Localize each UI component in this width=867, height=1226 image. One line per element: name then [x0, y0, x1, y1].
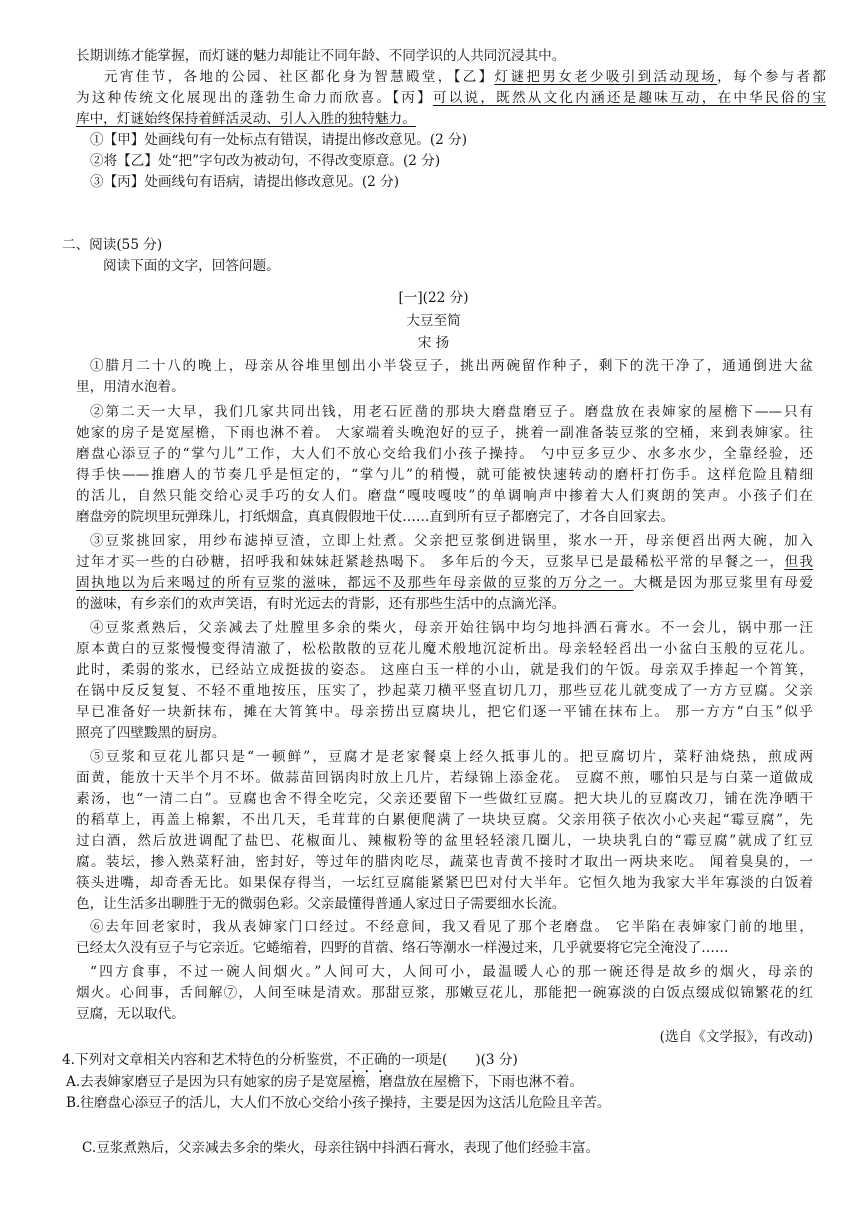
paragraph-line: 腐。装坛，掺入熟菜籽油，密封好，等过年的腊肉吃尽，蔬菜也青黄不接时才取出一两块来吃。 闻着臭臭的，一	[76, 854, 813, 870]
paragraph-line: ②第二天一大早，我们几家共同出钱，用老石匠凿的那块大磨盘磨豆子。磨盘放在表婶家的屋檐下——只有	[90, 404, 813, 420]
underlined-sentence-bing: 可以说，既然从文化内涵还是趣味互动，在中华民俗的宝	[432, 90, 827, 106]
paragraph-line: 豆腐，无以取代。	[76, 1006, 185, 1022]
intro-line-4	[76, 109, 416, 129]
paragraph-line: 磨盘旁的院坝里玩弹珠儿，打纸烟盒，真真假假地干仗……直到所有豆子都磨完了，才各自回家去。	[76, 509, 675, 525]
part-heading: [一](22 分)	[398, 290, 469, 306]
sub-question-1: ①【甲】处画线句有一处标点有错误，请提出修改意见。(2 分)	[90, 132, 468, 148]
paragraph-line: 的活儿，自然只能交给心灵手巧的女人们。磨盘“嘎吱嘎吱”的单调响声中掺着大人们爽朗的笑声。小孩子们在	[76, 488, 813, 504]
paragraph-text: 大概是因为那豆浆里有母爱	[633, 575, 813, 591]
question-text: 4.下列对文章相关内容和艺术特色的分析鉴赏，	[62, 1052, 347, 1068]
intro-text: ，每个参与者都	[717, 69, 827, 85]
paragraph-line: 磨盘心添豆子的“掌勺儿”工作，大人们不放心交给我们小孩子操持。 勺中豆多豆少、水多水少，全靠经验，还	[76, 446, 813, 462]
paragraph-text: 过年才买一些的白砂糖，招呼我和妹妹赶紧趁热喝下。 多年后的今天，豆浆早已是最稀松平常的早餐之一，	[76, 554, 785, 570]
question-text: )(3 分)	[475, 1052, 518, 1068]
paragraph-line	[76, 552, 813, 572]
paragraph-line: 里，用清水泡着。	[76, 379, 185, 395]
intro-text: 元宵佳节，各地的公园、社区都化身为智慧殿堂，【乙】	[104, 69, 495, 85]
paragraph-line: ③豆浆挑回家，用纱布滤掉豆渣，立即上灶煮。父亲把豆浆倒进锅里，浆水一开，母亲便舀出两大碗，加入	[90, 533, 813, 549]
article-source: (选自《文学报》，有改动)	[659, 1029, 813, 1045]
underlined-sentence: 固执地以为后来喝过的所有豆浆的滋味，都远不及那些年母亲做的豆浆的万分之一。	[76, 575, 634, 591]
option-c: C.豆浆煮熟后，父亲减去多余的柴火，母亲往锅中抖洒石膏水，表现了他们经验丰富。	[82, 1140, 600, 1156]
question-text: 的一项是(	[387, 1052, 448, 1068]
paragraph-line: 的稻草上，再盖上棉絮，不出几天，毛茸茸的白累便爬满了一块块豆腐。父亲用筷子依次小心夹起“霉豆腐”，先	[76, 812, 813, 828]
paragraph-line: 她家的房子是宽屋檐，下雨也淋不着。 大家端着头晚泡好的豆子，挑着一副准备装豆浆的空桶，来到表婶家。往	[76, 425, 813, 441]
paragraph-line	[76, 573, 813, 593]
paragraph-line: 过白酒，然后放进调配了盐巴、花椒面儿、辣椒粉等的盆里轻轻滚几圈儿，一块块乳白的“霉豆腐”就成了红豆	[76, 833, 813, 849]
paragraph-line: 已经太久没有豆子与它亲近。它蜷缩着，四野的苜蓿、络石等潮水一样漫过来，几乎就要将它完全淹没了……	[76, 940, 729, 956]
underlined-sentence-bing-cont: 库中，灯谜始终保持着鲜活灵动、引人入胜的独特魅力。	[76, 111, 416, 127]
article-title: 大豆至简	[406, 313, 461, 329]
intro-text: 为这种传统文化展现出的蓬勃生命力而欣喜。【丙】	[76, 90, 433, 106]
paragraph-line: 素汤，也“一清二白”。豆腐也舍不得全吃完，父亲还要留下一些做红豆腐。把大块儿的豆腐改刀，铺在洗净晒干	[76, 791, 813, 807]
emphasized-text: 不正确	[346, 1052, 388, 1068]
paragraph-line: 的滋味，有乡亲们的欢声笑语，有时光远去的背影，还有那些生活中的点滴光泽。	[76, 596, 566, 612]
paragraph-line: 筷头进嘴，却奇香无比。如果保存得当，一坛红豆腐能紧紧巴巴对付大半年。它恒久地为我家大半年寡淡的白饭着	[76, 875, 813, 891]
section-title: 二、阅读(55 分)	[62, 237, 163, 253]
article-author: 宋 扬	[417, 335, 450, 351]
sub-question-3: ③【丙】处画线句有语病，请提出修改意见。(2 分)	[90, 174, 400, 190]
intro-line-2	[104, 67, 826, 87]
paragraph-line: 得手快——推磨人的节奏几乎是恒定的，“掌勺儿”的稍慢，就可能被快速转动的磨杆打伤手。这样危险且精细	[76, 467, 813, 483]
paragraph-line: 原本黄白的豆浆慢慢变得清澈了，松松散散的豆花儿魔术般地沉淀析出。母亲轻轻舀出一小盆白玉般的豆花儿。	[76, 641, 813, 657]
option-a: A.去表婶家磨豆子是因为只有她家的房子是宽屋檐，磨盘放在屋檐下，下雨也淋不着。	[66, 1074, 584, 1090]
paragraph-line: ⑥去年回老家时，我从表婶家门口经过。不经意间，我又看见了那个老磨盘。 它半陷在表婶家门前的地里，	[90, 919, 813, 935]
intro-line-1: 长期训练才能掌握，而灯谜的魅力却能让不同年龄、不同学识的人共同沉浸其中。	[76, 48, 566, 64]
paragraph-line: 色，让生活多出聊胜于无的微弱色彩。父亲最懂得普通人家过日子需要细水长流。	[76, 896, 566, 912]
paragraph-line: 在锅中反反复复、不轻不重地按压，压实了，抄起菜刀横平竖直切几刀，那些豆花儿就变成了一方方豆腐。父亲	[76, 683, 813, 699]
paragraph-line: ⑤豆浆和豆花儿都只是“一顿鲜”，豆腐才是老家餐桌上经久抵事儿的。把豆腐切片，菜籽油烧热，煎成两	[90, 749, 813, 765]
paragraph-line: 此时，柔弱的浆水，已经站立成挺拔的姿态。 这座白玉一样的小山，就是我们的午饭。母亲双手捧起一个筲箕，	[76, 662, 813, 678]
intro-line-3	[76, 88, 826, 108]
sub-question-2: ②将【乙】处“把”字句改为被动句，不得改变原意。(2 分)	[90, 153, 441, 169]
paragraph-line: ①腊月二十八的晚上，母亲从谷堆里刨出小半袋豆子，挑出两碗留作种子，剩下的洗干净了，通通倒进大盆	[90, 358, 813, 374]
underlined-sentence-yi: 灯谜把男女老少吸引到活动现场	[494, 69, 718, 85]
option-b: B.往磨盘心添豆子的活儿，大人们不放心交给小孩子操持，主要是因为这活儿危险且辛苦。	[66, 1095, 611, 1111]
paragraph-line: “四方食事，不过一碗人间烟火。”人间可大，人间可小，最温暖人心的那一碗还得是故乡的烟火，母亲的	[90, 964, 813, 980]
paragraph-line: 早已准备好一块新抹布，摊在大筲箕中。母亲捞出豆腐块儿，把它们逐一平铺在抹布上。 那一方方“白玉”似乎	[76, 704, 813, 720]
section-instruction: 阅读下面的文字，回答问题。	[103, 258, 280, 274]
underlined-sentence: 但我	[784, 554, 813, 570]
paragraph-line: 照亮了四壁黢黑的厨房。	[76, 725, 226, 741]
paragraph-line: 烟火。心间事，舌间解⑦，人间至味是清欢。那甜豆浆，那嫩豆花儿，那能把一碗寡淡的白饭点缀成似锦繁花的红	[76, 985, 813, 1001]
paragraph-line: 面黄，能放十天半个月不坏。做蒜苗回锅肉时放上几片，若绿锦上添金花。 豆腐不煎，哪怕只是与白菜一道做成	[76, 770, 813, 786]
paragraph-line: ④豆浆煮熟后，父亲减去了灶膛里多余的柴火，母亲开始往锅中均匀地抖洒石膏水。不一会儿，锅中那一汪	[90, 620, 813, 636]
